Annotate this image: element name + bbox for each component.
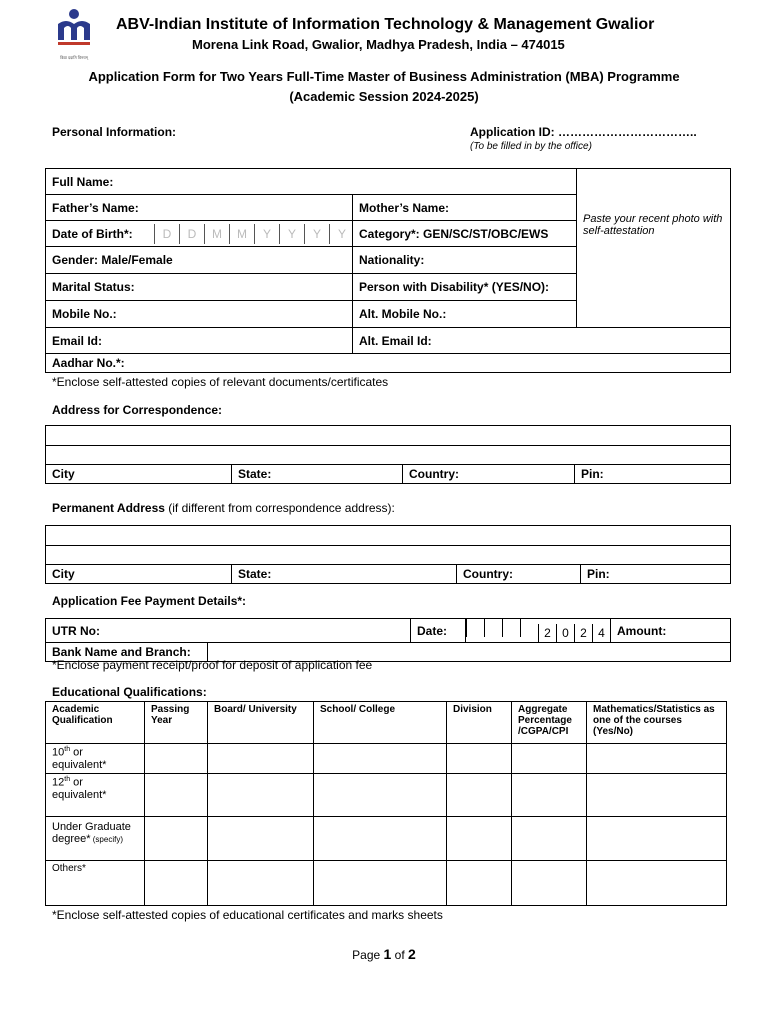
date-label: Date: — [411, 619, 466, 643]
fee-section-label: Application Fee Payment Details*: — [52, 594, 247, 608]
qualification-sup: th — [64, 746, 71, 753]
qualification-small: (specify) — [90, 835, 123, 844]
column-header: Aggregate Percentage /CGPA/CPI — [512, 702, 587, 744]
full-name-field[interactable]: Full Name: — [46, 169, 577, 195]
state-field[interactable]: State: — [232, 565, 457, 584]
table-cell[interactable] — [314, 861, 447, 906]
table-cell[interactable] — [587, 817, 727, 861]
date-digit — [502, 619, 520, 637]
institute-logo-icon — [52, 6, 96, 50]
table-cell[interactable] — [512, 774, 587, 817]
qualification-cell — [46, 744, 145, 774]
table-cell[interactable] — [314, 774, 447, 817]
column-header: Division — [447, 702, 512, 744]
dob-box: Y — [329, 224, 353, 244]
mobile-field[interactable]: Mobile No.: — [46, 301, 353, 328]
date-digit: 2 — [574, 624, 592, 642]
table-cell[interactable] — [314, 817, 447, 861]
education-section-label: Educational Qualifications: — [52, 685, 207, 699]
column-header: Passing Year — [145, 702, 208, 744]
table-cell[interactable] — [587, 774, 727, 817]
country-field[interactable]: Country: — [457, 565, 581, 584]
mother-name-field[interactable]: Mother’s Name: — [353, 195, 577, 221]
qualification-cell — [46, 774, 145, 817]
column-header: School/ College — [314, 702, 447, 744]
qualification-text: or equivalent* — [52, 746, 107, 771]
table-cell[interactable] — [587, 744, 727, 774]
photo-box[interactable] — [577, 169, 731, 328]
date-digit: 0 — [556, 624, 574, 642]
date-digits[interactable] — [466, 619, 611, 643]
table-cell[interactable] — [145, 817, 208, 861]
permanent-address-label — [52, 501, 395, 515]
utr-field[interactable]: UTR No: — [46, 619, 411, 643]
table-row — [46, 744, 727, 774]
table-cell[interactable] — [447, 817, 512, 861]
correspondence-address-label: Address for Correspondence: — [52, 403, 223, 417]
page-prefix: Page — [352, 948, 384, 962]
state-field[interactable]: State: — [232, 465, 403, 484]
date-digit: 2 — [538, 624, 556, 642]
personal-info-table — [45, 168, 731, 373]
correspondence-address-table — [45, 425, 731, 484]
dob-box: Y — [254, 224, 279, 244]
table-cell[interactable] — [208, 861, 314, 906]
address-line[interactable] — [46, 426, 731, 446]
institute-name: ABV-Indian Institute of Information Technology & Management Gwalior — [116, 16, 655, 33]
qualification-num: 12 — [52, 776, 65, 789]
table-cell[interactable] — [145, 774, 208, 817]
qualification-cell — [46, 817, 145, 861]
page-current: 1 — [383, 946, 392, 962]
institute-logo — [52, 6, 96, 58]
bank-label: Bank Name and Branch: — [46, 643, 208, 662]
qualification-sup: th — [64, 776, 71, 783]
country-field[interactable]: Country: — [403, 465, 575, 484]
city-field[interactable]: City — [46, 465, 232, 484]
date-digit — [484, 619, 502, 637]
qualification-text: or equivalent* — [52, 776, 107, 801]
alt-email-field[interactable]: Alt. Email Id: — [353, 328, 731, 354]
dob-box: M — [204, 224, 229, 244]
personal-info-label: Personal Information: — [52, 125, 177, 139]
dob-box: Y — [304, 224, 329, 244]
institute-address: Morena Link Road, Gwalior, Madhya Pradesh, India – 474015 — [192, 37, 565, 52]
aadhar-field[interactable]: Aadhar No.*: — [46, 354, 731, 373]
pin-field[interactable]: Pin: — [581, 565, 731, 584]
marital-status-field[interactable]: Marital Status: — [46, 274, 353, 301]
education-note: *Enclose self-attested copies of educational certificates and marks sheets — [52, 908, 443, 922]
table-row — [46, 861, 727, 906]
date-digit: 4 — [592, 624, 610, 642]
address-line[interactable] — [46, 526, 731, 546]
table-cell[interactable] — [208, 817, 314, 861]
fee-table — [45, 618, 731, 662]
application-id-note: (To be filled in by the office) — [470, 141, 592, 152]
column-header: Academic Qualification — [46, 702, 145, 744]
table-row — [46, 774, 727, 817]
nationality-field[interactable]: Nationality: — [353, 247, 577, 274]
column-header: Board/ University — [208, 702, 314, 744]
father-name-field[interactable]: Father’s Name: — [46, 195, 353, 221]
table-cell[interactable] — [447, 861, 512, 906]
table-cell[interactable] — [208, 744, 314, 774]
dob-box: D — [179, 224, 204, 244]
application-id-label: Application ID: …………………………….. — [470, 125, 697, 139]
permanent-address-label-rest: (if different from correspondence address): — [164, 501, 395, 515]
page-number — [0, 946, 768, 962]
dob-field[interactable] — [46, 221, 353, 247]
table-cell[interactable] — [447, 774, 512, 817]
dob-label: Date of Birth*: — [52, 226, 133, 241]
qualification-text: Under Graduate degree* — [52, 821, 131, 845]
table-cell[interactable] — [208, 774, 314, 817]
address-line[interactable] — [46, 546, 731, 565]
table-cell[interactable] — [587, 861, 727, 906]
table-row — [46, 817, 727, 861]
alt-mobile-field[interactable]: Alt. Mobile No.: — [353, 301, 577, 328]
documents-note: *Enclose self-attested copies of relevant documents/certificates — [52, 375, 389, 389]
dob-box: M — [229, 224, 254, 244]
education-table — [45, 701, 727, 906]
city-field[interactable]: City — [46, 565, 232, 584]
address-line[interactable] — [46, 446, 731, 465]
dob-box: Y — [279, 224, 304, 244]
page-of: of — [391, 948, 409, 962]
column-header: Mathematics/Statistics as one of the courses (Yes/No) — [587, 702, 727, 744]
permanent-address-label-bold: Permanent Address — [52, 501, 165, 515]
gender-field[interactable]: Gender: Male/Female — [46, 247, 353, 274]
email-field[interactable]: Email Id: — [46, 328, 353, 354]
qualification-num: 10 — [52, 746, 65, 759]
form-title-line1: Application Form for Two Years Full-Time Master of Business Administration (MBA) Programme — [88, 69, 680, 84]
pin-field[interactable]: Pin: — [575, 465, 731, 484]
date-digit — [520, 619, 538, 637]
form-title-line2: (Academic Session 2024-2025) — [289, 89, 479, 104]
dob-box: D — [154, 224, 179, 244]
page-total: 2 — [408, 946, 416, 962]
category-field[interactable]: Category*: GEN/SC/ST/OBC/EWS — [353, 221, 577, 247]
logo-motto: विद्या ददाति विनयम् — [60, 55, 88, 60]
fee-note: *Enclose payment receipt/proof for deposit of application fee — [52, 658, 373, 672]
qualification-cell: Others* — [46, 861, 145, 906]
table-cell[interactable] — [447, 744, 512, 774]
disability-field[interactable]: Person with Disability* (YES/NO): — [353, 274, 577, 301]
table-cell[interactable] — [314, 744, 447, 774]
table-cell[interactable] — [512, 817, 587, 861]
amount-field[interactable]: Amount: — [611, 619, 731, 643]
permanent-address-table — [45, 525, 731, 584]
date-digit — [466, 619, 484, 637]
photo-note: Paste your recent photo with self-attestation — [583, 213, 723, 237]
table-cell[interactable] — [145, 744, 208, 774]
table-cell[interactable] — [512, 861, 587, 906]
table-cell[interactable] — [512, 744, 587, 774]
table-cell[interactable] — [145, 861, 208, 906]
